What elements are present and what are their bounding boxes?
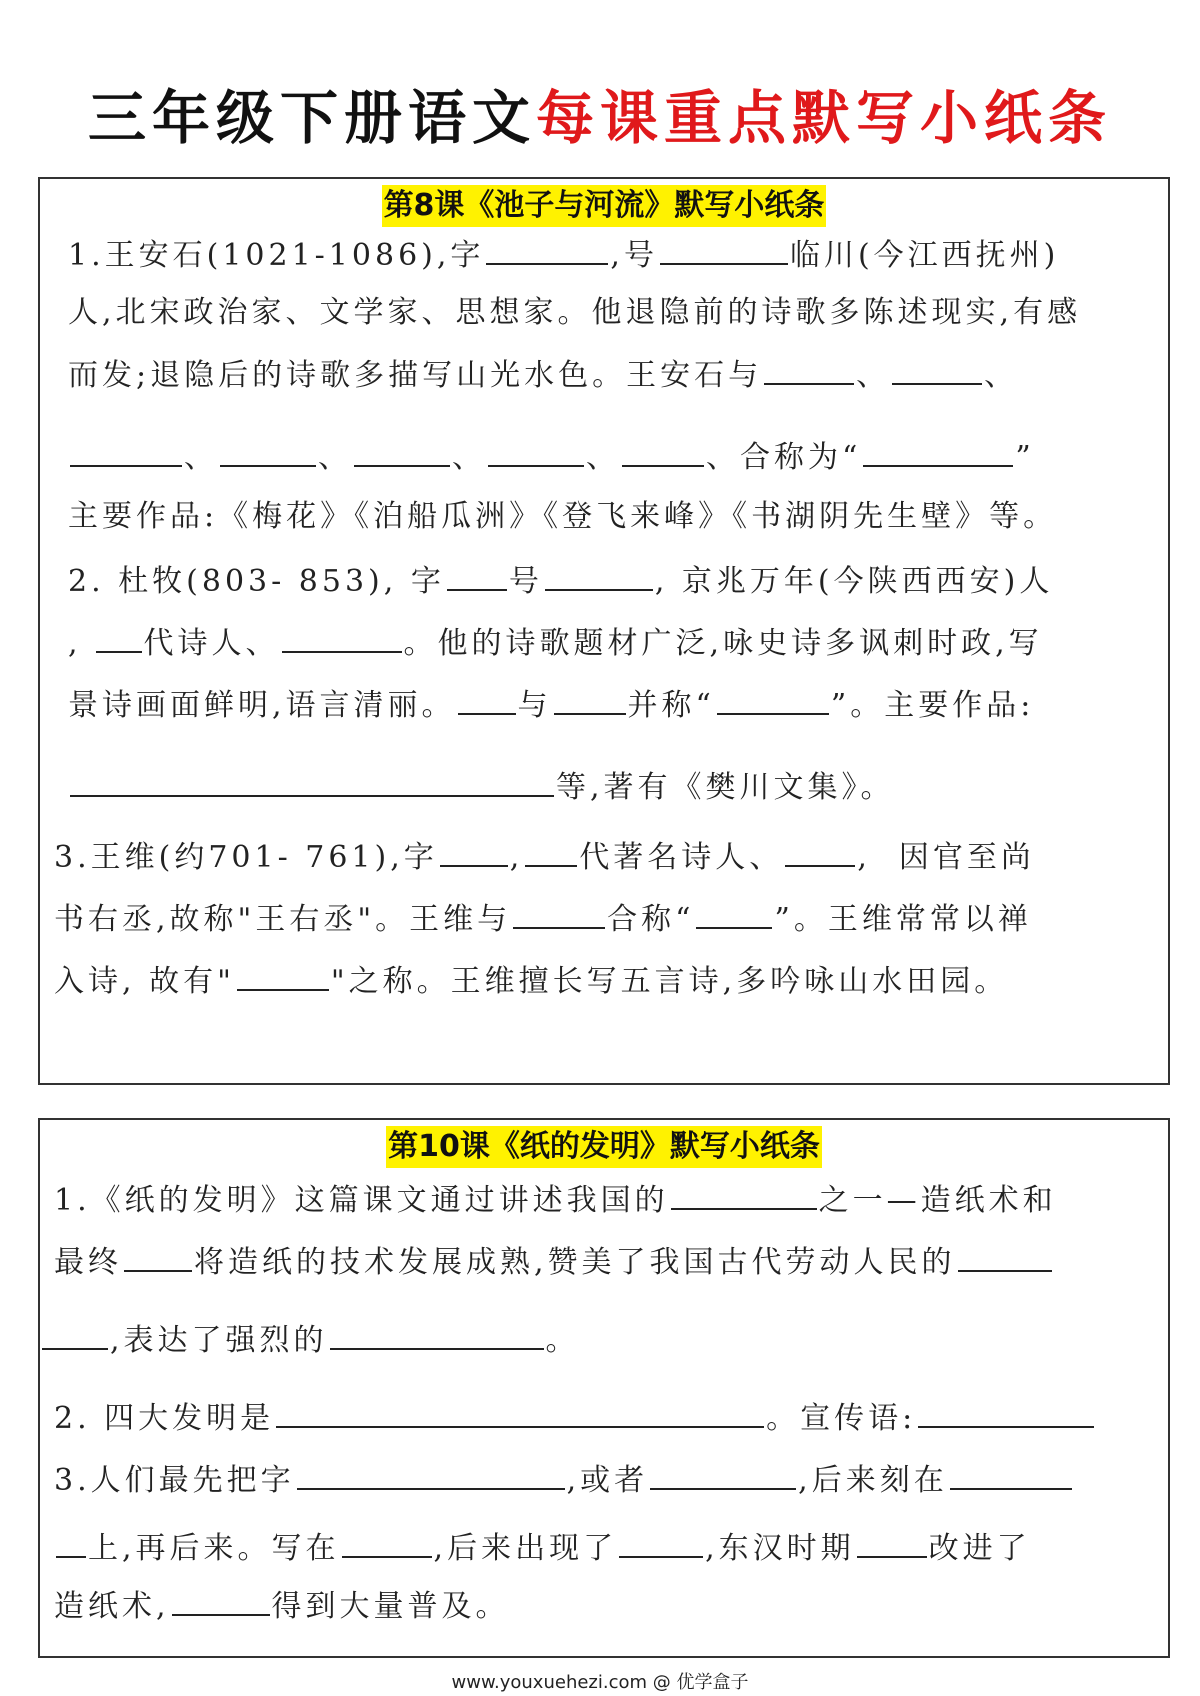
blank[interactable]: [56, 1526, 86, 1558]
text: 景诗画面鲜明,语言清丽。: [68, 688, 456, 723]
lesson8-line-12: [54, 959, 1008, 1002]
text: ”。主要作品:: [830, 688, 1035, 723]
text: 而发;退隐后的诗歌多描写山光水色。王安石与: [68, 358, 763, 393]
lesson8-line-9: [68, 765, 895, 808]
text: "之称。王维擅长写五言诗,多吟咏山水田园。: [330, 964, 1009, 999]
text: 号: [508, 564, 543, 599]
blank[interactable]: [342, 1526, 432, 1558]
text: 书右丞,故称"王右丞"。王维与: [54, 902, 512, 937]
text: 得到大量普及。: [271, 1589, 510, 1624]
blank[interactable]: [764, 353, 854, 385]
lesson8-line-4: [68, 435, 1035, 478]
blank[interactable]: [525, 835, 577, 867]
text: 、: [184, 440, 218, 475]
lesson8-line-6: [68, 559, 1053, 602]
text: 1.王安石(1021-1086),字: [68, 238, 485, 273]
text: 。宣传语:: [766, 1401, 917, 1436]
blank[interactable]: [671, 1178, 817, 1210]
lesson8-line-3: [68, 353, 1018, 396]
lesson8-line-10: [54, 835, 1035, 878]
blank[interactable]: [172, 1584, 270, 1616]
text: 并称“: [627, 688, 715, 723]
blank[interactable]: [513, 897, 605, 929]
text: 2. 四大发明是: [54, 1401, 275, 1436]
blank[interactable]: [354, 435, 450, 467]
page-title: [0, 78, 1200, 158]
text: 与: [517, 688, 552, 723]
blank[interactable]: [958, 1240, 1052, 1272]
blank[interactable]: [488, 435, 584, 467]
lesson8-line-7: [68, 621, 1043, 664]
blank[interactable]: [70, 435, 182, 467]
blank[interactable]: [447, 559, 507, 591]
lesson10-box: [38, 1118, 1170, 1658]
lesson8-line-5: 主要作品:《梅花》《泊船瓜洲》《登飞来峰》《书湖阴先生壁》等。: [68, 499, 1058, 534]
text: 等,著有《樊川文集》。: [556, 770, 895, 805]
text: ,表达了强烈的: [110, 1323, 328, 1358]
lesson10-line-4: [54, 1396, 1096, 1439]
blank[interactable]: [785, 835, 855, 867]
blank[interactable]: [276, 1396, 764, 1428]
blank[interactable]: [619, 1526, 703, 1558]
blank[interactable]: [330, 1318, 544, 1350]
text: 合称“: [607, 902, 695, 937]
text: 入诗, 故有": [54, 964, 235, 999]
text: 、: [706, 440, 740, 475]
blank[interactable]: [660, 233, 788, 265]
text: 造纸术,: [54, 1589, 170, 1624]
lesson8-line-11: [54, 897, 1032, 940]
blank[interactable]: [918, 1396, 1094, 1428]
text: 1.《纸的发明》这篇课文通过讲述我国的: [54, 1183, 669, 1218]
text: 改进了: [928, 1531, 1031, 1566]
text: 代著名诗人、: [579, 840, 784, 875]
lesson10-line-5: [54, 1458, 1074, 1501]
text: 。他的诗歌题材广泛,咏史诗多讽刺时政,写: [403, 626, 1043, 661]
blank[interactable]: [717, 683, 829, 715]
footer-watermark: www.youxuehezi.com @ 优学盒子: [451, 1672, 749, 1693]
text: 3.人们最先把字: [54, 1463, 295, 1498]
text: ,: [68, 626, 82, 661]
lesson10-line-2: [54, 1240, 1054, 1283]
blank[interactable]: [696, 897, 772, 929]
lesson8-line-2: 人,北宋政治家、文学家、思想家。他退隐前的诗歌多陈述现实,有感: [68, 295, 1082, 330]
text: ,或者: [566, 1463, 649, 1498]
lesson10-line-6: [54, 1526, 1031, 1569]
blank[interactable]: [622, 435, 704, 467]
blank[interactable]: [42, 1318, 108, 1350]
blank[interactable]: [440, 835, 508, 867]
blank[interactable]: [70, 765, 554, 797]
text: 代诗人、: [143, 626, 280, 661]
blank[interactable]: [220, 435, 316, 467]
text: 、: [856, 358, 891, 393]
text: 3.王维(约701- 761),字: [54, 840, 438, 875]
blank[interactable]: [297, 1458, 565, 1490]
lesson10-header: 第10课《纸的发明》默写小纸条: [386, 1126, 822, 1168]
text: 、: [984, 358, 1019, 393]
text: ”: [1015, 440, 1035, 475]
text: 合称为“: [740, 440, 862, 475]
lesson8-box: [38, 177, 1170, 1085]
text: ,: [857, 840, 871, 875]
text: 。: [545, 1323, 580, 1358]
blank[interactable]: [554, 683, 626, 715]
blank[interactable]: [282, 621, 402, 653]
text: 之一—造纸术和: [818, 1183, 1057, 1218]
text: 最终: [54, 1245, 122, 1280]
text: 、: [452, 440, 486, 475]
lesson8-header: 第8课《池子与河流》默写小纸条: [382, 185, 827, 227]
blank[interactable]: [545, 559, 653, 591]
blank[interactable]: [96, 621, 142, 653]
text: ,后来刻在: [798, 1463, 948, 1498]
text: ,后来出现了: [433, 1531, 618, 1566]
title-part-black: 三年级下册语文: [87, 84, 536, 152]
text: 将造纸的技术发展成熟,赞美了我国古代劳动人民的: [194, 1245, 956, 1280]
text: 2. 杜牧(803- 853), 字: [68, 564, 445, 599]
title-part-red: 每课重点默写小纸条: [536, 84, 1113, 152]
text: 、: [318, 440, 352, 475]
text: 、: [586, 440, 620, 475]
blank[interactable]: [950, 1458, 1072, 1490]
blank[interactable]: [863, 435, 1013, 467]
blank[interactable]: [458, 683, 516, 715]
blank[interactable]: [650, 1458, 796, 1490]
text: , 京兆万年(今陕西西安)人: [654, 564, 1054, 599]
text: ,东汉时期: [705, 1531, 855, 1566]
lesson8-line-8: [68, 683, 1034, 726]
lesson10-line-7: [54, 1584, 510, 1627]
blank[interactable]: [237, 959, 329, 991]
blank[interactable]: [486, 233, 608, 265]
blank[interactable]: [124, 1240, 192, 1272]
text: ,: [509, 840, 524, 875]
text: ”。王维常常以禅: [774, 902, 1032, 937]
text: 因官至尚: [898, 840, 1035, 875]
blank[interactable]: [892, 353, 982, 385]
blank[interactable]: [857, 1526, 927, 1558]
lesson10-line-3: [40, 1318, 580, 1361]
text: 临川(今江西抚州): [789, 238, 1060, 273]
text: ,号: [610, 238, 658, 273]
text: 上,再后来。写在: [88, 1531, 340, 1566]
lesson10-line-1: [54, 1178, 1057, 1221]
lesson8-line-1: [68, 233, 1059, 276]
